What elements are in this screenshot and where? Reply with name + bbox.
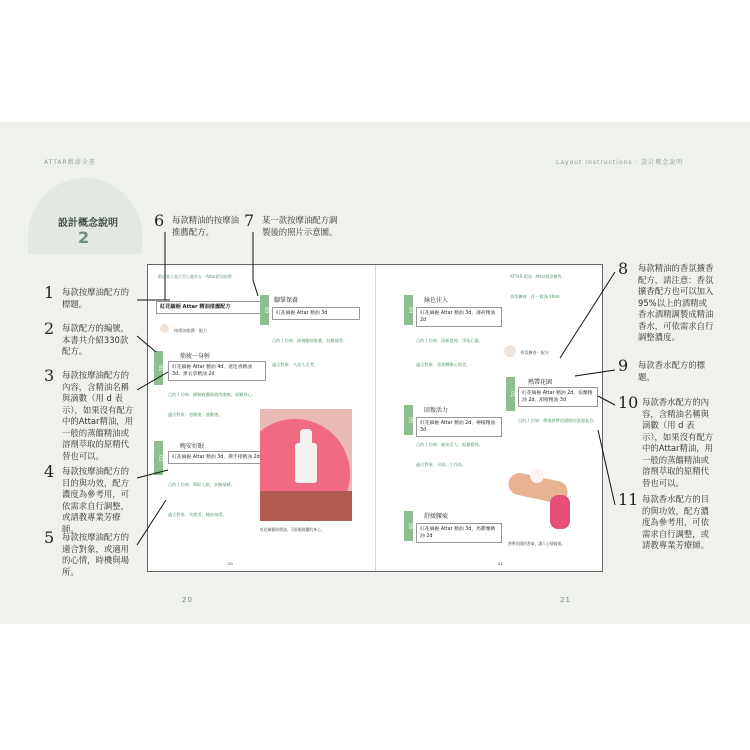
section-title: 筋疲一身輕 <box>180 353 211 360</box>
perfume-content-box: 紅花緬梔 Attar 精油 2d、依蘭精油 2d、甜橙精油 3d <box>518 387 598 407</box>
recipe-target: 適合對象：久站久走者。 <box>272 362 319 367</box>
recipe-title-box: 紅花緬梔 Attar 精油推薦配方 <box>156 301 268 314</box>
recipe-number-tab: 04 <box>404 295 413 325</box>
section-title: 舒緩腰痠 <box>424 513 449 520</box>
recipe-number-tab: 02 <box>154 441 163 475</box>
section-title: 回復活力 <box>424 407 449 414</box>
recipe-number-tab: 06 <box>404 511 413 541</box>
recipe-content-box: 紅花緬梔 Attar 精油 3d、馬鬱蘭精油 2d <box>416 523 502 543</box>
annotation-text: 每款香水配方的內容，含精油名稱與滴數（用 d 表示），如果沒有配方中的Attar精油，用一般的蒸餾精油或溶劑萃取的原精代替也可以。 <box>642 397 714 488</box>
leader-line-8 <box>560 272 615 358</box>
annotation-number: 3 <box>44 366 55 385</box>
right-page-num: 21 <box>498 561 503 566</box>
annotation-number: 11 <box>618 490 639 509</box>
annotation-number: 10 <box>618 393 639 412</box>
recipe-target: 適合對象：失眠者、睡前按摩。 <box>168 512 227 517</box>
recipe-target: 適合對象：勞動後、運動後。 <box>168 412 223 417</box>
recipe-content-box: 紅花緬梔 Attar 精油 3d、薄荷精油 2d <box>416 307 502 327</box>
section-title: 晚安好眠 <box>180 443 205 450</box>
annotation-number: 8 <box>618 259 629 278</box>
header-right: Layout Instructions · 設計概念說明 <box>556 159 684 166</box>
leader-line-5 <box>137 500 166 545</box>
diffuser-title: 香氛擴香 · 配方 <box>520 350 550 355</box>
recipe-purpose: 目的 / 功效：補充活力，振奮精神。 <box>416 442 483 447</box>
recipe-purpose: 目的 / 功效：幫助入眠，安撫情緒。 <box>168 482 235 487</box>
annotation-text: 每款按摩油配方的內容，含精油名稱與滴數（用 d 表示），如果沒有配方中的Attar精油，用一般的蒸餾精油或溶劑萃取的原精代替也可以。 <box>62 370 134 461</box>
annotation-number: 4 <box>44 462 55 481</box>
annotation-text: 每款按摩油配方的適合對象，或適用的心情，時機與場所。 <box>62 532 129 577</box>
leader-line-10 <box>598 396 615 405</box>
annotation-text: 每款按摩油配方的目的與功效，配方濃度為參考用，可依需求自行調整，或請教專業芳療師。 <box>62 466 129 534</box>
annotation-text: 每款配方的編號，本書共介紹330款配方。 <box>62 323 129 356</box>
page-number-right: 21 <box>560 596 571 604</box>
recipe-content-box: 紅花緬梔 Attar 精油 2d、檸檬精油 3d <box>416 417 502 437</box>
annotation-text: 某一款按摩油配方調製後的照片示意圖。 <box>262 215 338 237</box>
annotation-text: 每款精油的按摩油推薦配方。 <box>172 215 239 237</box>
badge-title: 設計概念說明 <box>58 218 118 229</box>
photo-caption: 紅花緬梔按摩油，可舒緩疲憊的身心。 <box>260 527 325 532</box>
recipe-content-box: 紅花緬梔 Attar 精油 3d、佛手柑精油 2d <box>168 451 266 464</box>
leader-line-4 <box>137 470 168 478</box>
recipe-purpose: 目的 / 功效：清新提神，淨化心靈。 <box>416 338 483 343</box>
massage-subtitle: 按摩油推薦 · 配方 <box>174 328 208 333</box>
leader-line-2 <box>137 336 156 352</box>
section-title: 綠色佳人 <box>424 297 449 304</box>
annotation-text: 每款香水配方的標題。 <box>638 360 705 382</box>
leader-line-3 <box>137 372 168 390</box>
recipe-content-box: 紅花緬梔 Attar 精油 4d、迷迭香精油 3d、薰衣草精油 2d <box>168 361 266 381</box>
annotation-number: 5 <box>44 528 55 547</box>
annotation-number: 2 <box>44 319 55 338</box>
leader-line-9 <box>575 370 615 376</box>
leader-line-11 <box>598 430 615 505</box>
diffuser-recipe: 香氛擴香：任一精油 10ml <box>510 294 560 299</box>
annotation-number: 1 <box>44 283 55 302</box>
recipe-content-box: 紅花緬梔 Attar 精油 3d <box>272 307 360 320</box>
annotation-text: 每款精油的香氛擴香配方，請注意：香氛擴香配方也可以加入95%以上的酒精或香水酒精調製成精油香水，可依需求自行調整濃度。 <box>638 263 714 342</box>
hand-caption: 熱帶花園的香氣，讓人心情愉悅。 <box>508 541 565 546</box>
recipe-number-tab: 01 <box>154 351 163 385</box>
recipe-number-tab: 05 <box>404 405 413 435</box>
right-page-header: ATTAR 精油 · Attar精油擴香 <box>510 274 562 279</box>
perfume-title: 熱帶花園 <box>528 379 553 386</box>
section-title: 腳掌保養 <box>274 297 299 304</box>
annotation-number: 7 <box>244 211 255 230</box>
page-number-left: 20 <box>182 596 193 604</box>
perfume-purpose: 目的 / 功效：帶來熱帶花園般的浪漫氣息。 <box>518 418 598 423</box>
recipe-target: 適合對象：早晨、工作前。 <box>416 462 467 467</box>
badge-number: 2 <box>78 228 90 247</box>
recipe-purpose: 目的 / 功效：滋養腳部肌膚，舒緩疲勞。 <box>272 338 348 343</box>
recipe-target: 適合對象：需要轉換心情者。 <box>416 362 471 367</box>
recipe-number-tab: 03 <box>260 295 269 325</box>
annotation-number: 9 <box>618 356 629 375</box>
left-page-header: 歡迎進入超大型心靈外在 · Attar精油按摩 <box>158 274 232 279</box>
left-page-num: 20 <box>228 561 233 566</box>
annotation-text: 每款按摩油配方的標題。 <box>62 287 129 309</box>
recipe-purpose: 目的 / 功效：緩解疲憊與肌肉痠痛，放鬆身心。 <box>168 392 256 397</box>
annotation-text: 每款香水配方的目的與功效，配方濃度為參考用，可依需求自行調整，或請教專業芳療師。 <box>642 494 709 550</box>
perfume-number-tab: 01 <box>506 377 515 411</box>
annotation-number: 6 <box>154 211 165 230</box>
leader-line-7 <box>253 232 258 296</box>
header-left: ATTAR精油全書 <box>44 159 96 166</box>
